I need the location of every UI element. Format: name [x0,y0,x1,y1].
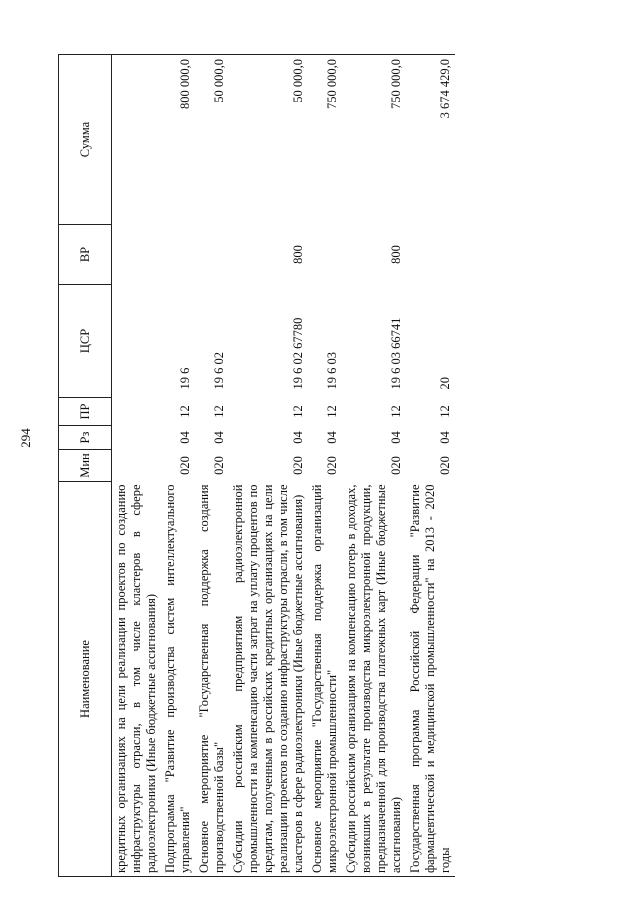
row-vr: 800 [291,245,305,264]
page-number: 294 [18,428,33,448]
row-name: Подпрограмма "Развитие производства систем интеллектуального управления" [161,482,195,877]
table-row [195,55,229,877]
row-vr [308,225,342,285]
row-vr [406,225,455,285]
header-vr: ВР [59,225,112,285]
row-csr: 19 6 03 [325,352,339,390]
table-row [406,55,455,877]
budget-table [58,54,455,877]
row-pr: 12 [291,405,305,418]
row-name: Субсидии российским предприятиям радиоэлектронной промышленности на компенсацию части затрат на уплату процентов по кредитам, полученным в российских кредитных организациях на цели реализации проектов по созданию инфраструктуры отрасли, в том числе кластеров в сфере радиоэлектроники (Иные бюджетные ассигнования) [229,482,308,877]
row-csr: 19 6 02 [212,352,226,390]
row-pr: 12 [325,405,339,418]
row-min [112,450,162,482]
row-sum: 50 000,0 [229,55,308,225]
row-name: кредитных организациях на цели реализации проектов по созданию инфраструктуры отрасли, в том числе кластеров в сфере радиоэлектроники (Иные бюджетные ассигнования) [112,482,162,877]
row-min: 020 [212,456,226,475]
row-pr: 12 [438,405,452,418]
rotated-budget-table-area [58,55,574,877]
header-rz: Рз [59,426,112,450]
table-row [229,55,308,877]
row-name: Основное мероприятие "Государственная поддержка создания производственной базы" [195,482,229,877]
row-sum: 750 000,0 [342,55,406,225]
table-row [161,55,195,877]
row-sum: 800 000,0 [161,55,195,225]
row-pr: 12 [178,405,192,418]
table-row [342,55,406,877]
row-min: 020 [178,456,192,475]
row-rz: 04 [389,431,403,444]
row-pr: 12 [212,405,226,418]
row-csr: 19 6 03 66741 [389,317,403,390]
row-min: 020 [438,456,452,475]
row-csr: 20 [438,377,452,390]
table-row [308,55,342,877]
row-vr [161,225,195,285]
row-pr [112,398,162,426]
row-sum: 3 674 429,0 [406,55,455,225]
table-row [112,55,162,877]
header-sum: Сумма [59,55,112,225]
row-csr: 19 6 02 67780 [291,317,305,390]
row-name: Основное мероприятие "Государственная поддержка организаций микроэлектронной промышленности" [308,482,342,877]
row-rz: 04 [438,431,452,444]
row-min: 020 [389,456,403,475]
row-vr [195,225,229,285]
row-csr: 19 6 [178,367,192,390]
header-csr: ЦСР [59,285,112,398]
row-rz [112,426,162,450]
row-vr: 800 [389,245,403,264]
row-min: 020 [291,456,305,475]
row-rz: 04 [291,431,305,444]
table-header-row [59,55,112,877]
row-rz: 04 [178,431,192,444]
row-rz: 04 [325,431,339,444]
row-name: Государственная программа Российской Федерации "Развитие фармацевтической и медицинской промышленности" на 2013 - 2020 годы [406,482,455,877]
row-sum: 50 000,0 [195,55,229,225]
row-vr [112,225,162,285]
row-rz: 04 [212,431,226,444]
header-name: Наименование [59,482,112,877]
row-sum: 750 000,0 [308,55,342,225]
row-name: Субсидии российским организациям на компенсацию потерь в доходах, возникших в результате производства микроэлектронной продукции, предназначенной для производства платежных карт (Иные бюджетные ассигнования) [342,482,406,877]
row-pr: 12 [389,405,403,418]
row-csr [112,285,162,398]
row-min: 020 [325,456,339,475]
row-sum [112,55,162,225]
header-pr: ПР [59,398,112,426]
header-min: Мин [59,450,112,482]
